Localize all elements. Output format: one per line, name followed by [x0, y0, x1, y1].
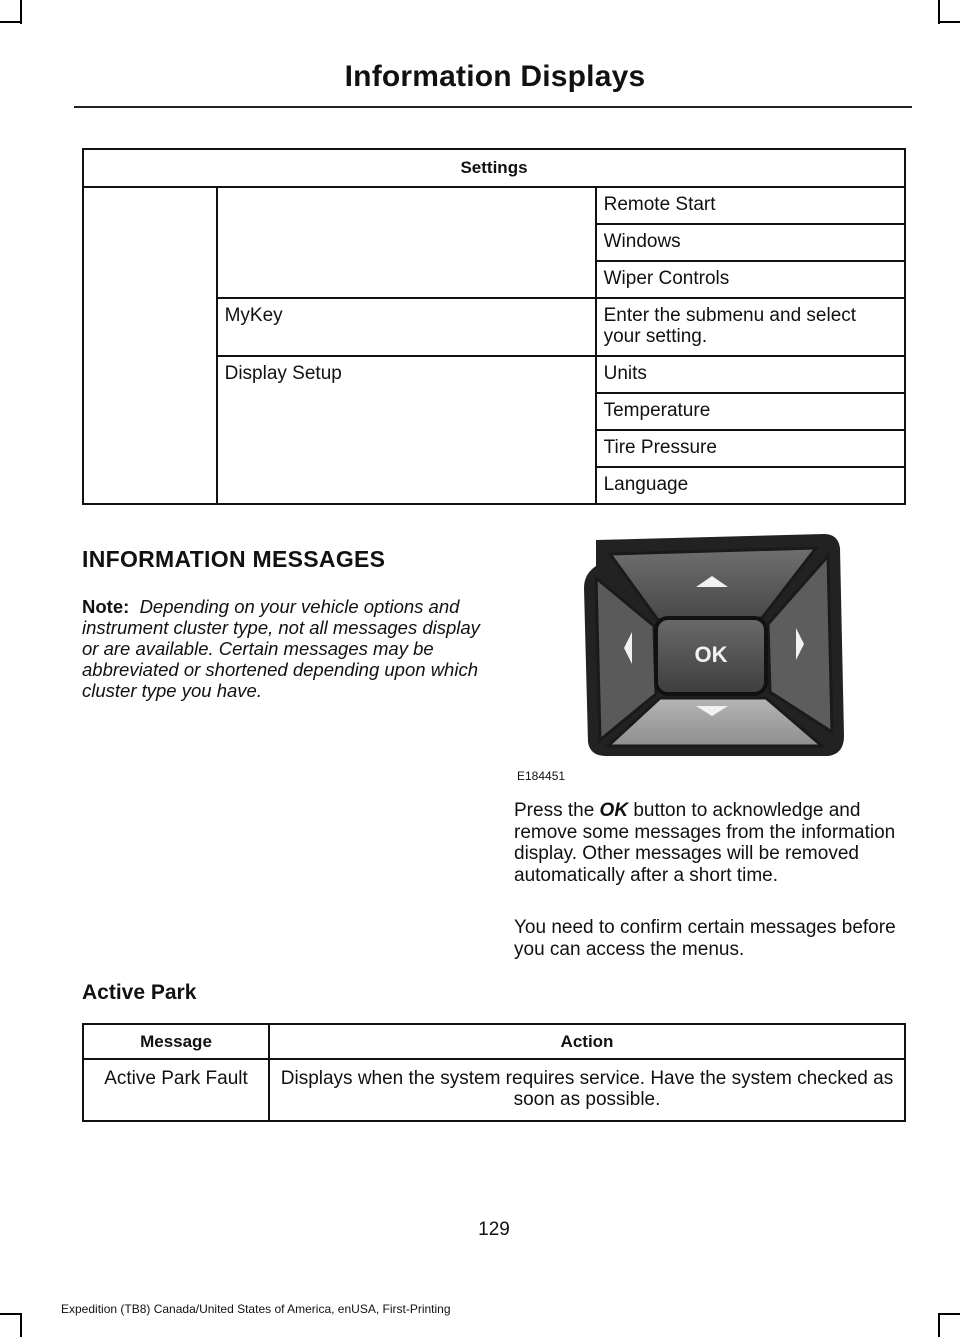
table-row — [83, 1059, 905, 1121]
crop-mark — [938, 1313, 940, 1337]
table-cell — [217, 187, 596, 298]
active-park-table — [82, 1023, 906, 1122]
paragraph-emphasis: OK — [599, 800, 629, 821]
table-cell: Active Park Fault — [83, 1059, 269, 1121]
subsection-heading: Active Park — [82, 981, 197, 1004]
table-row — [83, 187, 905, 224]
paragraph-text: Press the — [514, 800, 600, 821]
header-divider — [74, 106, 912, 108]
table-cell: MyKey — [217, 298, 596, 356]
crop-mark — [938, 21, 960, 23]
table-cell: Temperature — [596, 393, 905, 430]
settings-table-heading: Settings — [83, 149, 905, 187]
crop-mark — [938, 1313, 960, 1315]
ok-button-figure — [516, 526, 906, 790]
note-paragraph — [82, 596, 482, 701]
table-cell: Display Setup — [217, 356, 596, 504]
crop-mark — [0, 1313, 22, 1315]
paragraph-ok-button — [514, 800, 914, 886]
settings-table — [82, 148, 906, 505]
crop-mark — [20, 1313, 22, 1337]
figure-code: E184451 — [517, 769, 566, 783]
column-header-message: Message — [83, 1024, 269, 1059]
ok-button-label: OK — [694, 641, 728, 667]
section-heading: INFORMATION MESSAGES — [82, 546, 386, 572]
table-cell: Tire Pressure — [596, 430, 905, 467]
table-cell: Language — [596, 467, 905, 504]
table-cell-empty — [83, 187, 217, 504]
page-title: Information Displays — [344, 60, 646, 93]
table-cell: Wiper Controls — [596, 261, 905, 298]
note-label: Note: — [82, 596, 130, 617]
table-cell: Remote Start — [596, 187, 905, 224]
column-header-action: Action — [269, 1024, 905, 1059]
paragraph-text: button to acknowledge and remove some messages from the information display. Other messages will be removed automatically after a short time. — [514, 800, 896, 886]
paragraph-confirm: You need to confirm certain messages before you can access the menus. — [514, 917, 896, 960]
table-cell: Displays when the system requires service. Have the system checked as soon as possible. — [269, 1059, 905, 1121]
table-cell: Units — [596, 356, 905, 393]
table-cell: Windows — [596, 224, 905, 261]
page-number: 129 — [478, 1219, 510, 1240]
table-cell: Enter the submenu and select your setting. — [596, 298, 905, 356]
crop-mark — [0, 21, 22, 23]
note-text: Depending on your vehicle options and instrument cluster type, not all messages display or are available. Certain messages may be abbreviated or shortened depending upon which cluster type you have. — [82, 596, 480, 701]
footer-text: Expedition (TB8) Canada/United States of America, enUSA, First-Printing — [61, 1302, 451, 1316]
